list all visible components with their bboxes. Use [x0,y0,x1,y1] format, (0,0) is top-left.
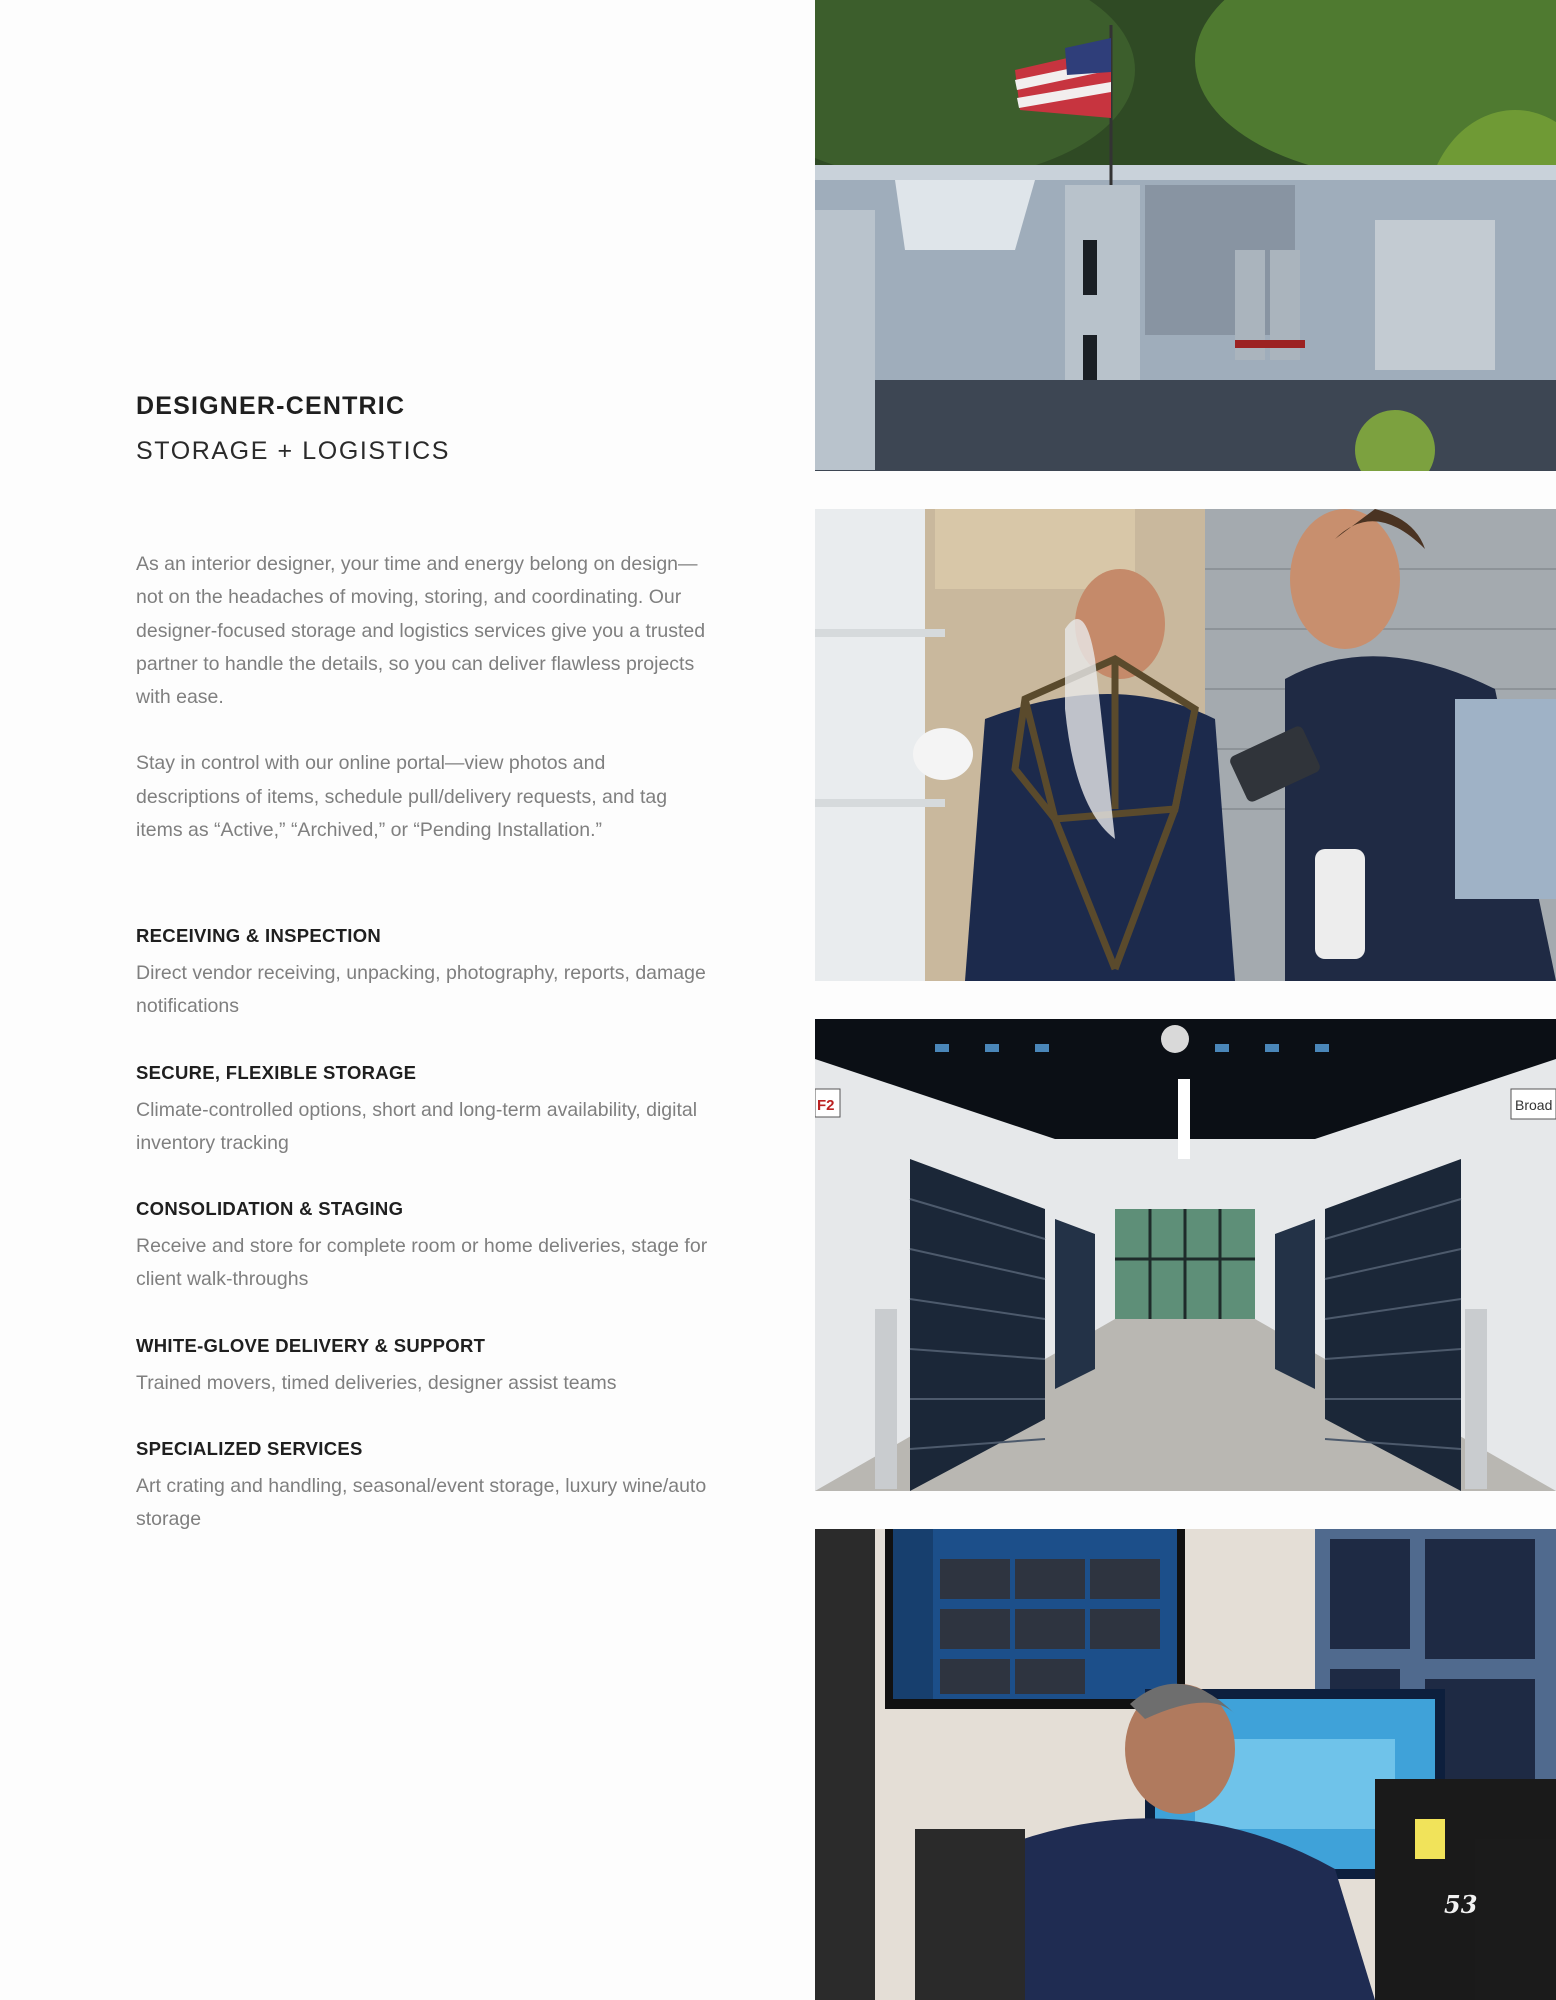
intro-section [136,548,711,880]
storage-hallway-photo [815,1019,1556,1491]
page-number: 53 [1444,1890,1478,1919]
portal-paragraph: Stay in control with our online portal—view photos and descriptions of items, schedule pull/delivery requests, and tag items as “Active,” “Archived,” or “Pending Installation.” [136,752,668,842]
service-description: Climate-controlled options, short and long-term availability, digital inventory tracking [136,1098,698,1154]
unit-label-right: Broad [1515,1097,1553,1113]
intro-paragraph: As an interior designer, your time and energy belong on design—not on the headaches of moving, storing, and coordinating. Our designer-focused storage and logistics services give you a trusted partner to handle the details, so you can deliver flawless projects with ease. [136,553,706,709]
service-title: SPECIALIZED SERVICES [136,1438,363,1460]
page-title: DESIGNER-CENTRIC [136,392,406,420]
service-description: Receive and store for complete room or home deliveries, stage for client walk-throughs [136,1235,708,1291]
service-title: SECURE, FLEXIBLE STORAGE [136,1061,417,1083]
item-inspection-photo [815,509,1556,981]
services-list [136,923,726,1573]
service-description: Trained movers, timed deliveries, designer assist teams [136,1371,617,1394]
security-monitoring-photo [815,1529,1556,2000]
service-item [136,1436,726,1537]
page-subtitle: STORAGE + LOGISTICS [136,437,451,465]
service-description: Direct vendor receiving, unpacking, photography, reports, damage notifications [136,962,706,1018]
text-column [136,0,716,2000]
service-title: CONSOLIDATION & STAGING [136,1198,404,1220]
service-item [136,1060,726,1161]
service-title: WHITE-GLOVE DELIVERY & SUPPORT [136,1334,486,1356]
service-item [136,1196,726,1297]
warehouse-exterior-photo [815,0,1556,471]
service-title: RECEIVING & INSPECTION [136,925,382,946]
service-item [136,923,726,1024]
service-description: Art crating and handling, seasonal/event storage, luxury wine/auto storage [136,1475,707,1531]
unit-label-left: F2 [817,1097,835,1114]
service-item [136,1333,726,1400]
